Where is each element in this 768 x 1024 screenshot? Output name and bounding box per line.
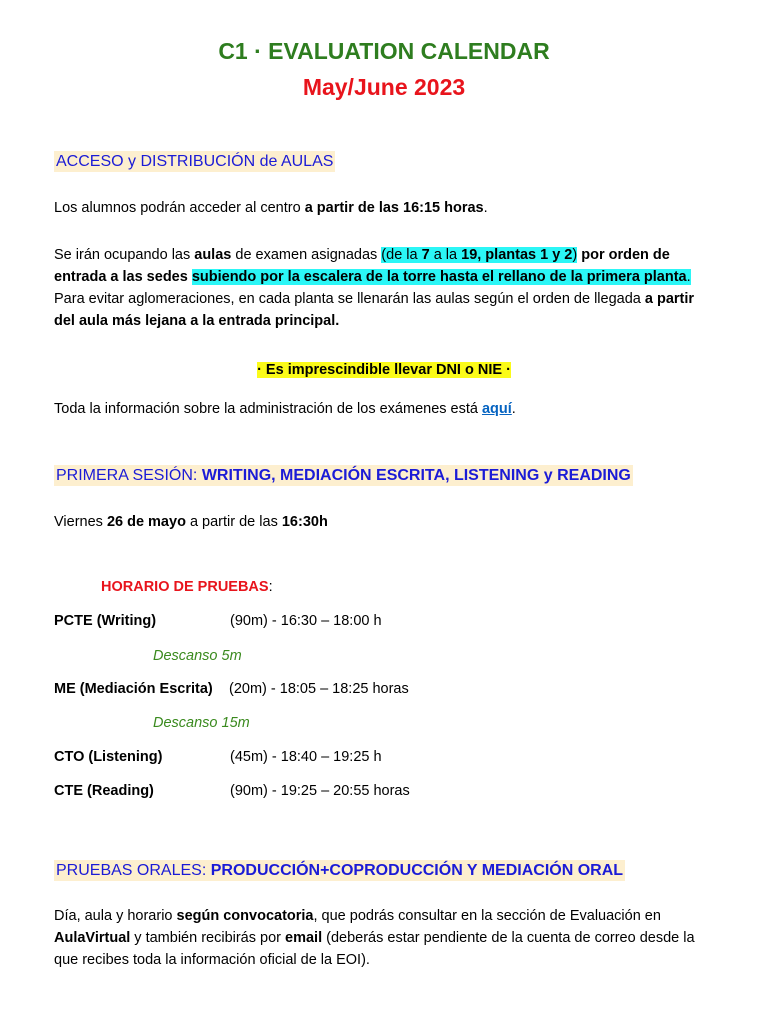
id-notice: · Es imprescindible llevar DNI o NIE · [257,362,511,378]
p2-b: aulas [194,247,232,263]
arrival-suffix: . [483,200,488,216]
info-paragraph [54,398,714,420]
test-time: (90m) - 16:30 – 18:00 h [230,613,382,629]
test-name: PCTE (Writing) [54,613,157,629]
schedule-title-text: HORARIO DE PRUEBAS [101,579,269,595]
session1-date [54,511,714,533]
p2-l: Para evitar aglomeraciones, en cada planta se llenarán las aulas según el orden de llegada [54,291,645,307]
p2-k: . [686,269,691,285]
p2-g: 19, plantas 1 y 2 [461,247,573,263]
orals-f: email [285,930,323,946]
classroom-range-highlight [381,247,577,263]
orals-c: , que podrás consultar en la sección de Evaluación en [313,908,661,924]
test-time: (45m) - 18:40 – 19:25 h [230,749,382,765]
test-name: CTE (Reading) [54,783,154,799]
date-day: 26 de mayo [106,514,186,530]
p2-c: de examen asignadas [231,247,382,263]
orals-heading [54,860,625,881]
orals-paragraph [54,905,714,971]
arrival-paragraph [54,197,714,219]
stairs-highlight: subiendo por la escalera de la torre hasta el rellano de la primera planta [191,269,687,285]
date-mid: a partir de las [185,514,282,530]
test-row [54,610,714,632]
info-link[interactable]: aquí [481,401,512,417]
access-heading [54,151,335,172]
orals-e: y también recibirás por [130,930,286,946]
test-row [54,678,714,700]
test-row [54,746,714,768]
break-label: Descanso 15m [153,715,250,731]
break-label: Descanso 5m [153,648,242,664]
orals-g: (deberás estar pendiente de la cuenta de correo desde la que recibes toda la información oficial de la EOI). [54,930,695,968]
schedule-title [101,576,761,598]
orals-heading-part2: PRODUCCIÓN+COPRODUCCIÓN Y MEDIACIÓN ORAL [206,862,624,879]
orals-b: según convocatoria [176,908,314,924]
p2-a: Se irán ocupando las [54,247,195,263]
arrival-prefix: Los alumnos podrán acceder al centro [54,200,305,216]
page-subtitle: May/June 2023 [302,74,466,100]
info-prefix: Toda la información sobre la administración de los exámenes está [54,401,482,417]
p2-d: (de la [381,247,422,263]
session1-heading-part2: WRITING, MEDIACIÓN ESCRITA, LISTENING y READING [197,467,631,484]
session1-heading [54,465,633,486]
test-row [54,780,714,802]
session1-heading-part1: PRIMERA SESIÓN: [56,467,198,484]
orals-d: AulaVirtual [54,930,131,946]
test-time: (90m) - 19:25 – 20:55 horas [230,783,410,799]
schedule-colon: : [268,579,273,595]
id-notice-row [0,359,768,381]
classroom-paragraph [54,244,714,332]
arrival-time: a partir de las 16:15 horas [304,200,484,216]
access-heading-text: ACCESO y DISTRIBUCIÓN de AULAS [56,153,334,170]
info-suffix: . [511,401,516,417]
p2-m: a partir del aula más lejana a la entrada principal. [54,291,695,329]
test-name: ME (Mediación Escrita) [54,681,213,697]
page-title: C1 · EVALUATION CALENDAR [218,38,550,64]
orals-heading-part1: PRUEBAS ORALES: [56,862,207,879]
p2-e: 7 [421,247,430,263]
p2-f: a la [429,247,462,263]
p2-i: por orden de entrada a las sedes [54,247,670,285]
date-prefix: Viernes [54,514,107,530]
date-time: 16:30h [281,514,328,530]
test-time: (20m) - 18:05 – 18:25 horas [229,681,409,697]
orals-a: Día, aula y horario [54,908,177,924]
test-name: CTO (Listening) [54,749,163,765]
p2-h: ) [572,247,578,263]
